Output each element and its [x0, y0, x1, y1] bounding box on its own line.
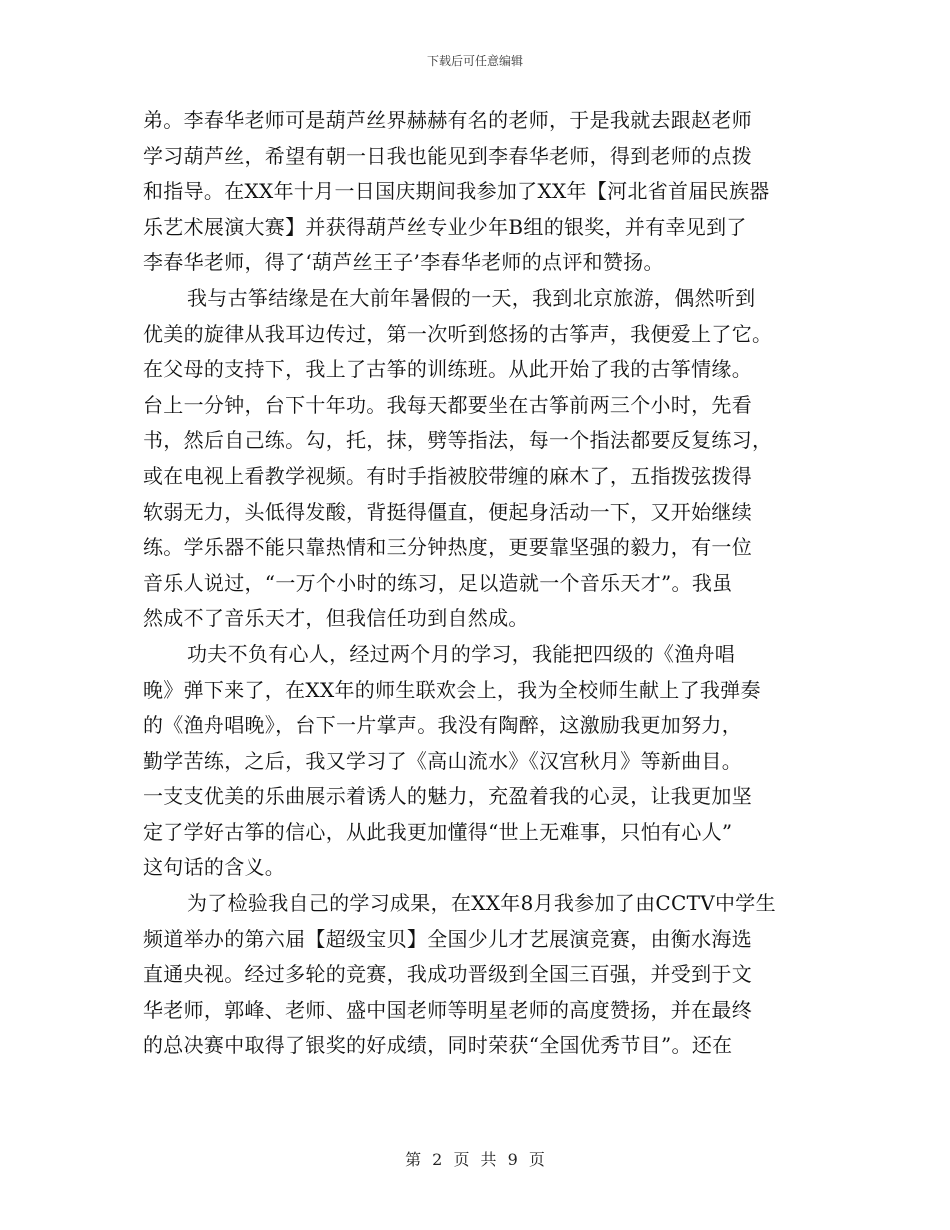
document-body	[143, 103, 811, 1064]
text-line: 优美的旋律从我耳边传过，第一次听到悠扬的古筝声，我便爱上了它。	[143, 321, 773, 346]
text-line: 台上一分钟，台下十年功。我每天都要坐在古筝前两三个小时，先看	[143, 392, 752, 417]
text-line: 书，然后自己练。勾，托，抹，劈等指法，每一个指法都要反复练习，	[143, 428, 773, 453]
text-line: 的《渔舟唱晚》，台下一片掌声。我没有陶醉，这激励我更加努力，	[143, 713, 742, 738]
text-line: 功夫不负有心人，经过两个月的学习，我能把四级的《渔舟唱	[187, 641, 736, 666]
text-line: 的总决赛中取得了银奖的好成绩，同时荣获“全国优秀节目”。还在	[143, 1033, 733, 1058]
paragraph	[143, 886, 811, 1064]
text-line: 乐艺术展演大赛】并获得葫芦丝专业少年B组的银奖，并有幸见到了	[143, 214, 747, 239]
text-line: 学习葫芦丝，希望有朝一日我也能见到李春华老师，得到老师的点拨	[143, 143, 752, 168]
text-line: 李春华老师，得了‘葫芦丝王子’李春华老师的点评和赞扬。	[143, 250, 664, 275]
text-line: 或在电视上看教学视频。有时手指被胶带缠的麻木了，五指拨弦拨得	[143, 463, 752, 488]
text-line: 软弱无力，头低得发酸，背挺得僵直，便起身活动一下，又开始继续	[143, 499, 752, 524]
text-line: 频道举办的第六届【超级宝贝】全国少儿才艺展演竞赛，由衡水海选	[143, 926, 752, 951]
text-line: 直通央视。经过多轮的竞赛，我成功晋级到全国三百强，并受到于文	[143, 962, 752, 987]
paragraph	[143, 103, 811, 281]
text-line: 定了学好古筝的信心，从此我更加懂得“世上无难事，只怕有心人”	[143, 819, 733, 844]
page-header: 下载后可任意编辑	[426, 54, 523, 68]
page-number-footer: 第 2 页 共 9 页	[405, 1150, 545, 1169]
paragraph	[143, 281, 811, 637]
text-line: 这句话的含义。	[143, 855, 286, 880]
text-line: 勤学苦练，之后，我又学习了《高山流水》《汉宫秋月》等新曲目。	[143, 748, 742, 773]
text-line: 晚》弹下来了，在XX年的师生联欢会上，我为全校师生献上了我弹奏	[143, 677, 761, 702]
text-line: 和指导。在XX年十月一日国庆期间我参加了XX年【河北省首届民族器	[143, 179, 770, 204]
text-line: 然成不了音乐天才，但我信任功到自然成。	[143, 606, 529, 631]
text-line: 在父母的支持下，我上了古筝的训练班。从此开始了我的古筝情缘。	[143, 357, 752, 382]
text-line: 我与古筝结缘是在大前年暑假的一天，我到北京旅游，偶然听到	[187, 285, 756, 310]
text-line: 为了检验我自己的学习成果，在XX年8月我参加了由CCTV中学生	[187, 891, 776, 916]
text-line: 弟。李春华老师可是葫芦丝界赫赫有名的老师，于是我就去跟赵老师	[143, 108, 752, 132]
text-line: 音乐人说过，“一万个小时的练习，足以造就一个音乐天才”。我虽	[143, 570, 733, 595]
paragraph	[143, 637, 811, 886]
text-line: 练。学乐器不能只靠热情和三分钟热度，更要靠坚强的毅力，有一位	[143, 535, 752, 560]
text-line: 一支支优美的乐曲展示着诱人的魅力，充盈着我的心灵，让我更加坚	[143, 784, 752, 809]
text-line: 华老师，郭峰、老师、盛中国老师等明星老师的高度赞扬，并在最终	[143, 997, 752, 1022]
